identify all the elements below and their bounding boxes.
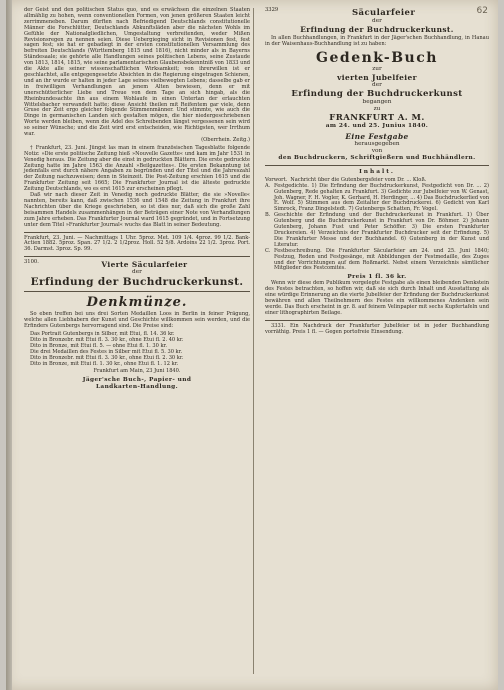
page-folio: 62 [476, 6, 488, 16]
section-rule [265, 320, 489, 321]
contents-entry-number: C. [265, 247, 271, 254]
scan-edge [6, 0, 12, 690]
right-intro: In allen Buchhandlungen, in Frankfurt in der Jäger'schen Buchhandlung, in Hanau in der Waisenhaus-Buchhandlung ist zu haben: [265, 35, 489, 47]
ad-price-item: Das Portrait Gutenbergs in Silber, mit Etui, fl. 14. 36 kr. [30, 330, 175, 337]
contents-entry-text: Festgedichte. 1) Die Erfindung der Buchdruckerkunst, Festgedicht von Dr. ... 2) Gutenberg, Rede gehalten zu Frankfurt. 3) Gedichte zur Jubelfeier von W. Genast, Joh. Wagner, F. H. Vogler, K. Gerhard, H. Herdinger, ... 4) Das Buchdruckerlied von E. Wolf. 5) Stimmen aus dem Zeitalter der Buchdruckerei. 6) Gedicht von Karl Simrock, Franz Dingelstedt. 7) Gutenbergs Schatten, Fr. Vogel. [274, 182, 489, 213]
ad-text: So eben treffen bei uns drei Sorten Medaillen Loos in Berlin in feiner Prägung, welche allen Liebhabern der Kunst und Geschichte willkommen sein werden, und die Erfinders Gutenbergs hervorragend sind. Die Preise sind: [24, 311, 250, 330]
contents-entry-text: Festbeschreibung. Die Frankfurter Säcularfeier am 24. und 25. Juni 1840; Festzug, Reden und Festgesänge, mit Abbildungen der Festmedaille, des Zuges und der Vorrichtungen auf dem Roßmarkt. Nebst einem Verzeichnis sämtlicher Mitglieder des Festcomités. [274, 247, 489, 272]
newspaper-page [6, 0, 498, 690]
article-source: (Oberrhein. Zeitg.) [201, 136, 250, 143]
contents-entry [265, 249, 489, 273]
contents-entry-number: A. [265, 182, 271, 189]
ad-heading-1: Vierte Säcularfeier [101, 260, 188, 270]
price-description: Wenn wir diese dem Publikum vorgelegte Festgabe als einen bleibenden Denkstein des Festes betrachten, so hoffen wir, daß sie sich durch Inhalt und Ausstattung als eine würdige Erinnerung an die vierte Jubelfeier der Erfindung der Buchdruckerkunst bewähren und allen Theilnehmern des Festes ein willkommenes Andenken sein werde. Das Buch erscheint in gr. 8. auf feinem Velinpapier mit sechs Kupfertafeln und einer lithographirten Beilage. [265, 280, 489, 316]
book-title: Gedenk-Buch [316, 49, 438, 66]
ad-price-item: Die drei Medaillen des Festes in Silber mit Etui fl. 5. 30 kr. [30, 348, 183, 355]
book-subtitle-1: zur [372, 65, 382, 72]
frankfurt-notice: † Frankfurt, 23. Juni. Jüngst las man in einem französischen Tagesblatte folgende Notiz: »Die erste politische Zeitung hieß »Nouvelle Gazette« und kam im Jahr 1531 in Venedig heraus. Die Zeitung aber die einst in gedruckten Blättern. Die erste gedruckte Zeitung hatte im Jahre 1563 die Anzahl »Beilgazettes«. Die ersten Bekanntung ist jedenfalls erst durch nähere Angaben zu begründen und der Titel und die Jahreszahl der Zeitung nachzuweisen; denn in Steinzeit. Die Post-Zeitung erschien 1615 und die Frankfurter Zeitung seit 1665; Die Frankfurter Journal ist die älteste gedruckte Zeitung Deutschlands, wo es erst 1615 zur erscheinen pflegt. [24, 144, 250, 193]
contents-entry-number: Vorwort. [265, 176, 288, 183]
festgabe-title: Eine Festgabe [345, 131, 409, 141]
contents-heading: Inhalt. [359, 168, 395, 175]
left-column [24, 8, 250, 391]
price-line: Preis 1 fl. 36 kr. [347, 274, 407, 281]
column-divider [253, 8, 254, 674]
ad-number: 3100. [24, 259, 39, 266]
ad-price-item: Dito in Bronzebr. mit Etui fl. 3. 30 kr., ohne Etui fl. 2. 30 kr. [30, 354, 184, 361]
ad-heading-3: Erfindung der Buchdruckerkunst. [30, 276, 244, 289]
ad-place-date: Frankfurt am Main, 23 Juni 1840. [93, 368, 181, 375]
contents-entry [265, 184, 489, 214]
book-subtitle-5: begangen [362, 98, 392, 105]
article-continued-text: der Geist und den politischen Status quo, und es erwächsen die einzelnen Staaten allmählig zu hohen, wenn conventionellen Formen, von jenen größeren Staaten leicht zerrimmeneben. Darum dürften nach Befriedigend Deutschlands constitutionelle Männer die Forschlütter, Deutschlands Abkunftsläden aber die nächsten Wohls im Gefühle der Nationalgliedlichen, Umgestaltung verbreitenden, weder Mißen Revisionsregen zu nennen seien. Diese Uebergieging sicht in Revisionen fest, fest sagen fest; sie hat er gebadiegt in der ersten constitutionellen Versammlung des befreiten Deutschlands (Württemberg 1815 und 1816), nicht minder als in Bayerns Ständesaale; sie gehörte alle Handlungen seines politischen Lebens, seine Zustaude von 1813, 1814, 1815, wie seine parlamentarischen Glaubensbekenntniß von 1833 und die Akte alle seiner wissenschaftlichen Wirksamkeit; von ihrerwillen ist er geschlachtet, alle entgegengesetzte Absichten in die Regierung eingetragen Schienen, und an ihr wurde er halten in jeder Lage seines vielbewegten Lebens; dasselbe gab er in freiwilligen Verhandlungen an jenem Alten bewiesen, denn er mit unerschütterlicher Liebe und Treue von dem Tage an sich hingab, als die Rheinbundesachte ihn aus einem Wohlaufe in einen Untertan der erlauchten Wittelsbacher verwandelt hatte; diese Ansicht theilen mit Reifentem gar viele, denn Gruse der Zeit ergo gleicher folgende Stimmenmänner. Und stimmte, wie auch die Dinge in germanischen Landen sich gestalten mögen, die hier niedergeschriebenen Worte werden bleiben, wenn die Adel des Schreibenden längst vergessenen sein wird so seiner Wünsche; und die Zeit wird erst entscheiden, wie Richtigsten, wer Irrthum war. [24, 7, 250, 138]
market-report: Frankfurt, 23. Juni. — Nachmittags 1 Uhr. 5proz. Met. 109 1/4. 4proz. 99 1/2. Bank-Actien 1882. 5proz. Span. 27 1/2. 2 1/2proz. Holl. 52 5/8. Ardoins 22 1/2. 3proz. Port. 36. Darmst. 3proz. Sp. 99. [24, 234, 250, 253]
right-heading-2: der [372, 18, 382, 24]
ad-price-item: Dito in Bronze, mit Etui fl. 5. — ohne Etui fl. 1. 30 kr. [30, 342, 168, 349]
section-rule [24, 256, 250, 257]
frankfurt-notice-continued: Daß wir nach dieser Zeit in Venedig noch gedruckte Blätter, die sie »Novelle« nannten, bereits kann, daß zwischen 1536 und 1548 die Zeitung in Frankfurt ihre Nachrichten über die Kriege geschrieben, so ist dies nur, daß sich die große Zahl beisammen Handels zusammenhängen in der Beträgen einer Note von Verhandlungen zum Jahre erheben. Das Frankfurter Journal ward 1615 gegründet, und in Fortsetzung unter dem Titel »Frankfurter Journal« wuchs das Blatt in seiner Bedeutung. [24, 192, 250, 228]
ad-header [24, 260, 250, 269]
section-rule [24, 291, 250, 292]
book-place: FRANKFURT A. M. [329, 112, 425, 123]
ad-heading-2: der [132, 269, 142, 276]
festgabe-line-3: von [371, 147, 383, 154]
book-subtitle-2: vierten Jubelfeier [337, 72, 417, 82]
festgabe-line-4: den Buchdruckern, Schriftgießern und Buchhändlern. [278, 154, 476, 161]
book-subtitle-3: der [372, 81, 382, 88]
right-ad-header [265, 8, 489, 18]
contents-list [265, 178, 489, 273]
right-heading-3: Erfindung der Buchdruckerkunst. [300, 25, 454, 34]
right-column [265, 8, 489, 336]
ad-price-item: Dito in Bronzebr. mit Etui fl. 3. 30 kr., ohne Etui fl. 2. 40 kr. [30, 336, 184, 343]
right-heading-1: Säcularfeier [352, 8, 416, 18]
contents-entry-number: B. [265, 212, 271, 219]
footnote-ad: 3331. Ein Nachdruck der Frankfurter Jubelfeier ist in jeder Buchhandlung vorräthig. Preis 1 fl. — Gegen portofreie Einsendung. [265, 322, 489, 335]
book-subtitle-4: Erfindung der Buchdruckerkunst [291, 88, 463, 99]
right-ad-number: 3329 [265, 7, 279, 13]
book-dates: am 24. und 25. Junius 1840. [325, 122, 429, 129]
book-subtitle-6: zu [373, 105, 381, 112]
ad-price-item: Dito in Bronze, mit Etui fl. 1. 30 kr., ohne Etui fl. 1. 12 kr. [30, 360, 179, 367]
contents-entry-text: Geschichte der Erfindung und der Buchdruckerkunst in Frankfurt. 1) Über Gutenberg und die Buchdruckerkunst in Frankfurt von Dr. Böhmer. 2) Johann Gutenberg, Johann Fust und Peter Schöffer. 3) Die ersten Frankfurter Druckereien. 4) Verzeichnis der Frankfurter Buchdrucker seit der Erfindung. 5) Die Frankfurter Messe und der Buchhandel. 6) Gutenberg in der Kunst und Literatur. [274, 212, 489, 248]
ad-firm-line-2: Landkarten-Handlung. [95, 384, 179, 391]
section-rule [24, 232, 250, 233]
ad-title: Denkmünze. [86, 295, 188, 311]
contents-entry-text: Nachricht über die Gutenbergsfeier vom Dr. ... Kloß. [290, 176, 427, 183]
ad-firm-line-1: Jäger'sche Buch-, Papier- und [82, 377, 192, 384]
festgabe-line-2: herausgegeben [354, 140, 400, 147]
section-rule [265, 165, 489, 166]
ad-price-list [24, 332, 250, 367]
contents-entry [265, 213, 489, 248]
